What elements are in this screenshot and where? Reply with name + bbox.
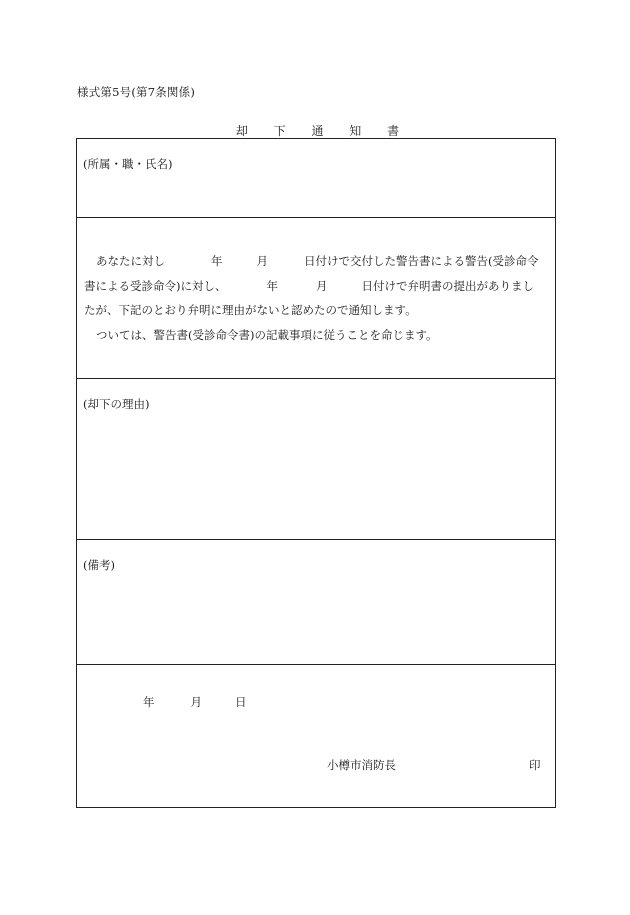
seal-mark: 印 — [529, 758, 541, 772]
notice-body-text — [84, 249, 554, 347]
notice-line-1-end: 日付けで交付した警告書による警告(受診命令 — [304, 254, 539, 268]
notice-line-1-year: 年 — [211, 254, 223, 268]
notice-line-1-month: 月 — [256, 254, 268, 268]
notice-line-1 — [84, 249, 554, 274]
recipient-label: (所属・職・氏名) — [83, 157, 173, 171]
rejection-reason-label: (却下の理由) — [83, 397, 150, 411]
issue-day-label: 日 — [235, 695, 247, 709]
issuer-name: 小樽市消防長 — [327, 758, 396, 772]
recipient-section — [77, 139, 555, 217]
issue-month-label: 月 — [190, 695, 202, 709]
rejection-reason-section — [77, 378, 555, 539]
notice-line-3: たが、下記のとおり弁明に理由がないと認めたので通知します。 — [84, 303, 417, 317]
document-title: 却 下 通 知 書 — [235, 124, 411, 138]
notice-line-4-text: ついては、警告書(受診命令書)の記載事項に従うことを命じます。 — [96, 327, 438, 342]
notice-line-2-end: 日付けで弁明書の提出がありまし — [361, 278, 534, 293]
notice-form-frame — [76, 138, 556, 808]
notice-line-4 — [84, 323, 554, 348]
notice-line-1-start: あなたに対し — [96, 254, 165, 268]
notice-line-2-year: 年 — [266, 278, 278, 293]
issuance-section — [77, 664, 555, 809]
issue-year-label: 年 — [143, 695, 155, 709]
notice-line-2-month: 月 — [316, 278, 328, 293]
notice-line-2-start: 書による受診命令)に対し、 — [84, 278, 227, 293]
issue-date-row — [143, 694, 247, 710]
notice-line-2 — [84, 274, 554, 299]
remarks-section — [77, 539, 555, 664]
remarks-label: (備考) — [83, 558, 115, 572]
form-number-label: 様式第5号(第7条関係) — [77, 85, 196, 99]
notice-body-section — [77, 217, 555, 378]
